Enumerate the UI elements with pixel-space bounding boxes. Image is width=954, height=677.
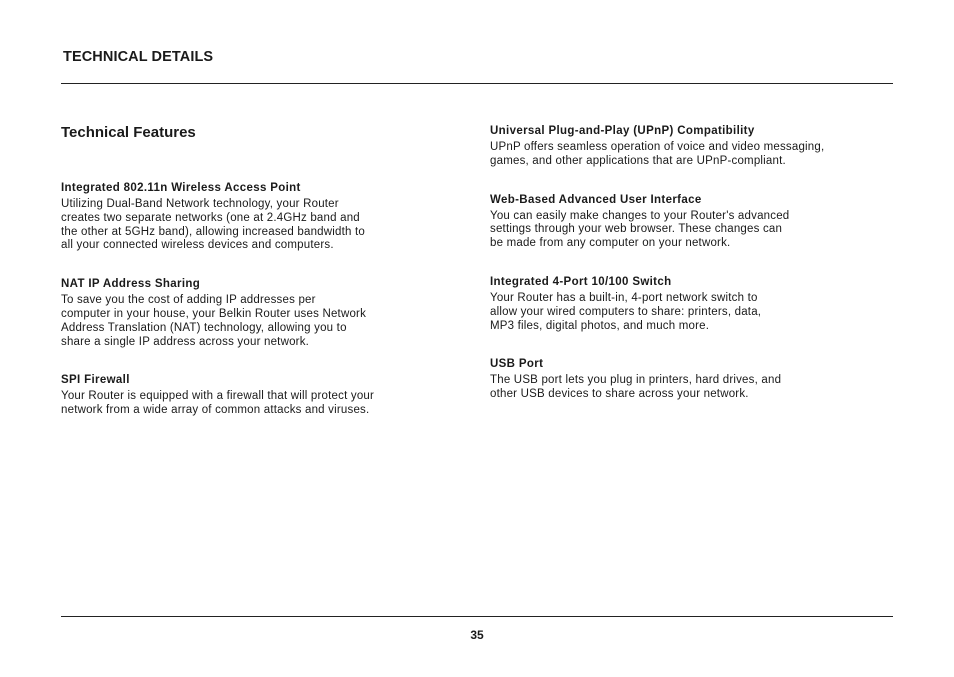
- feature-title: NAT IP Address Sharing: [61, 278, 201, 291]
- feature-nat-ip-sharing: [61, 277, 411, 349]
- feature-title: Universal Plug-and-Play (UPnP) Compatibility: [490, 125, 755, 137]
- feature-title: Integrated 4-Port 10/100 Switch: [490, 275, 672, 288]
- right-column: [490, 124, 870, 402]
- header-divider: [61, 83, 893, 84]
- feature-description: Utilizing Dual-Band Network technology, your Router creates two separate networks (one at 2.4GHz band and the other at 5GHz band), allowing increased bandwidth to all your connected wireless devices and computers.: [61, 198, 365, 252]
- left-column: [61, 124, 411, 418]
- feature-upnp: [490, 124, 870, 169]
- page-number: 35: [470, 628, 484, 642]
- feature-spi-firewall: [61, 373, 411, 418]
- footer-divider: [61, 616, 893, 617]
- feature-description: You can easily make changes to your Router's advanced settings through your web browser. These changes can be made from any computer on your network.: [490, 209, 790, 250]
- feature-description: UPnP offers seamless operation of voice and video messaging, games, and other applications that are UPnP-compliant.: [490, 141, 825, 167]
- section-header: TECHNICAL DETAILS: [63, 49, 214, 65]
- feature-web-interface: [490, 193, 870, 251]
- feature-description: The USB port lets you plug in printers, hard drives, and other USB devices to share across your network.: [490, 374, 782, 401]
- feature-description: Your Router is equipped with a firewall that will protect your network from a wide array of common attacks and viruses.: [61, 390, 375, 417]
- feature-usb-port: [490, 357, 870, 402]
- feature-title: Web-Based Advanced User Interface: [490, 193, 702, 206]
- feature-wireless-access-point: [61, 181, 411, 253]
- feature-title: SPI Firewall: [61, 374, 130, 387]
- feature-description: To save you the cost of adding IP addresses per computer in your house, your Belkin Router uses Network Address Translation (NAT) technology, allowing you to share a single IP address across your network.: [61, 294, 367, 348]
- page-title: Technical Features: [61, 124, 196, 141]
- feature-title: Integrated 802.11n Wireless Access Point: [61, 182, 301, 194]
- feature-title: USB Port: [490, 358, 544, 371]
- feature-4-port-switch: [490, 275, 870, 333]
- feature-description: Your Router has a built-in, 4-port network switch to allow your wired computers to share: printers, data, MP3 files, digital photos, and much more.: [490, 291, 762, 332]
